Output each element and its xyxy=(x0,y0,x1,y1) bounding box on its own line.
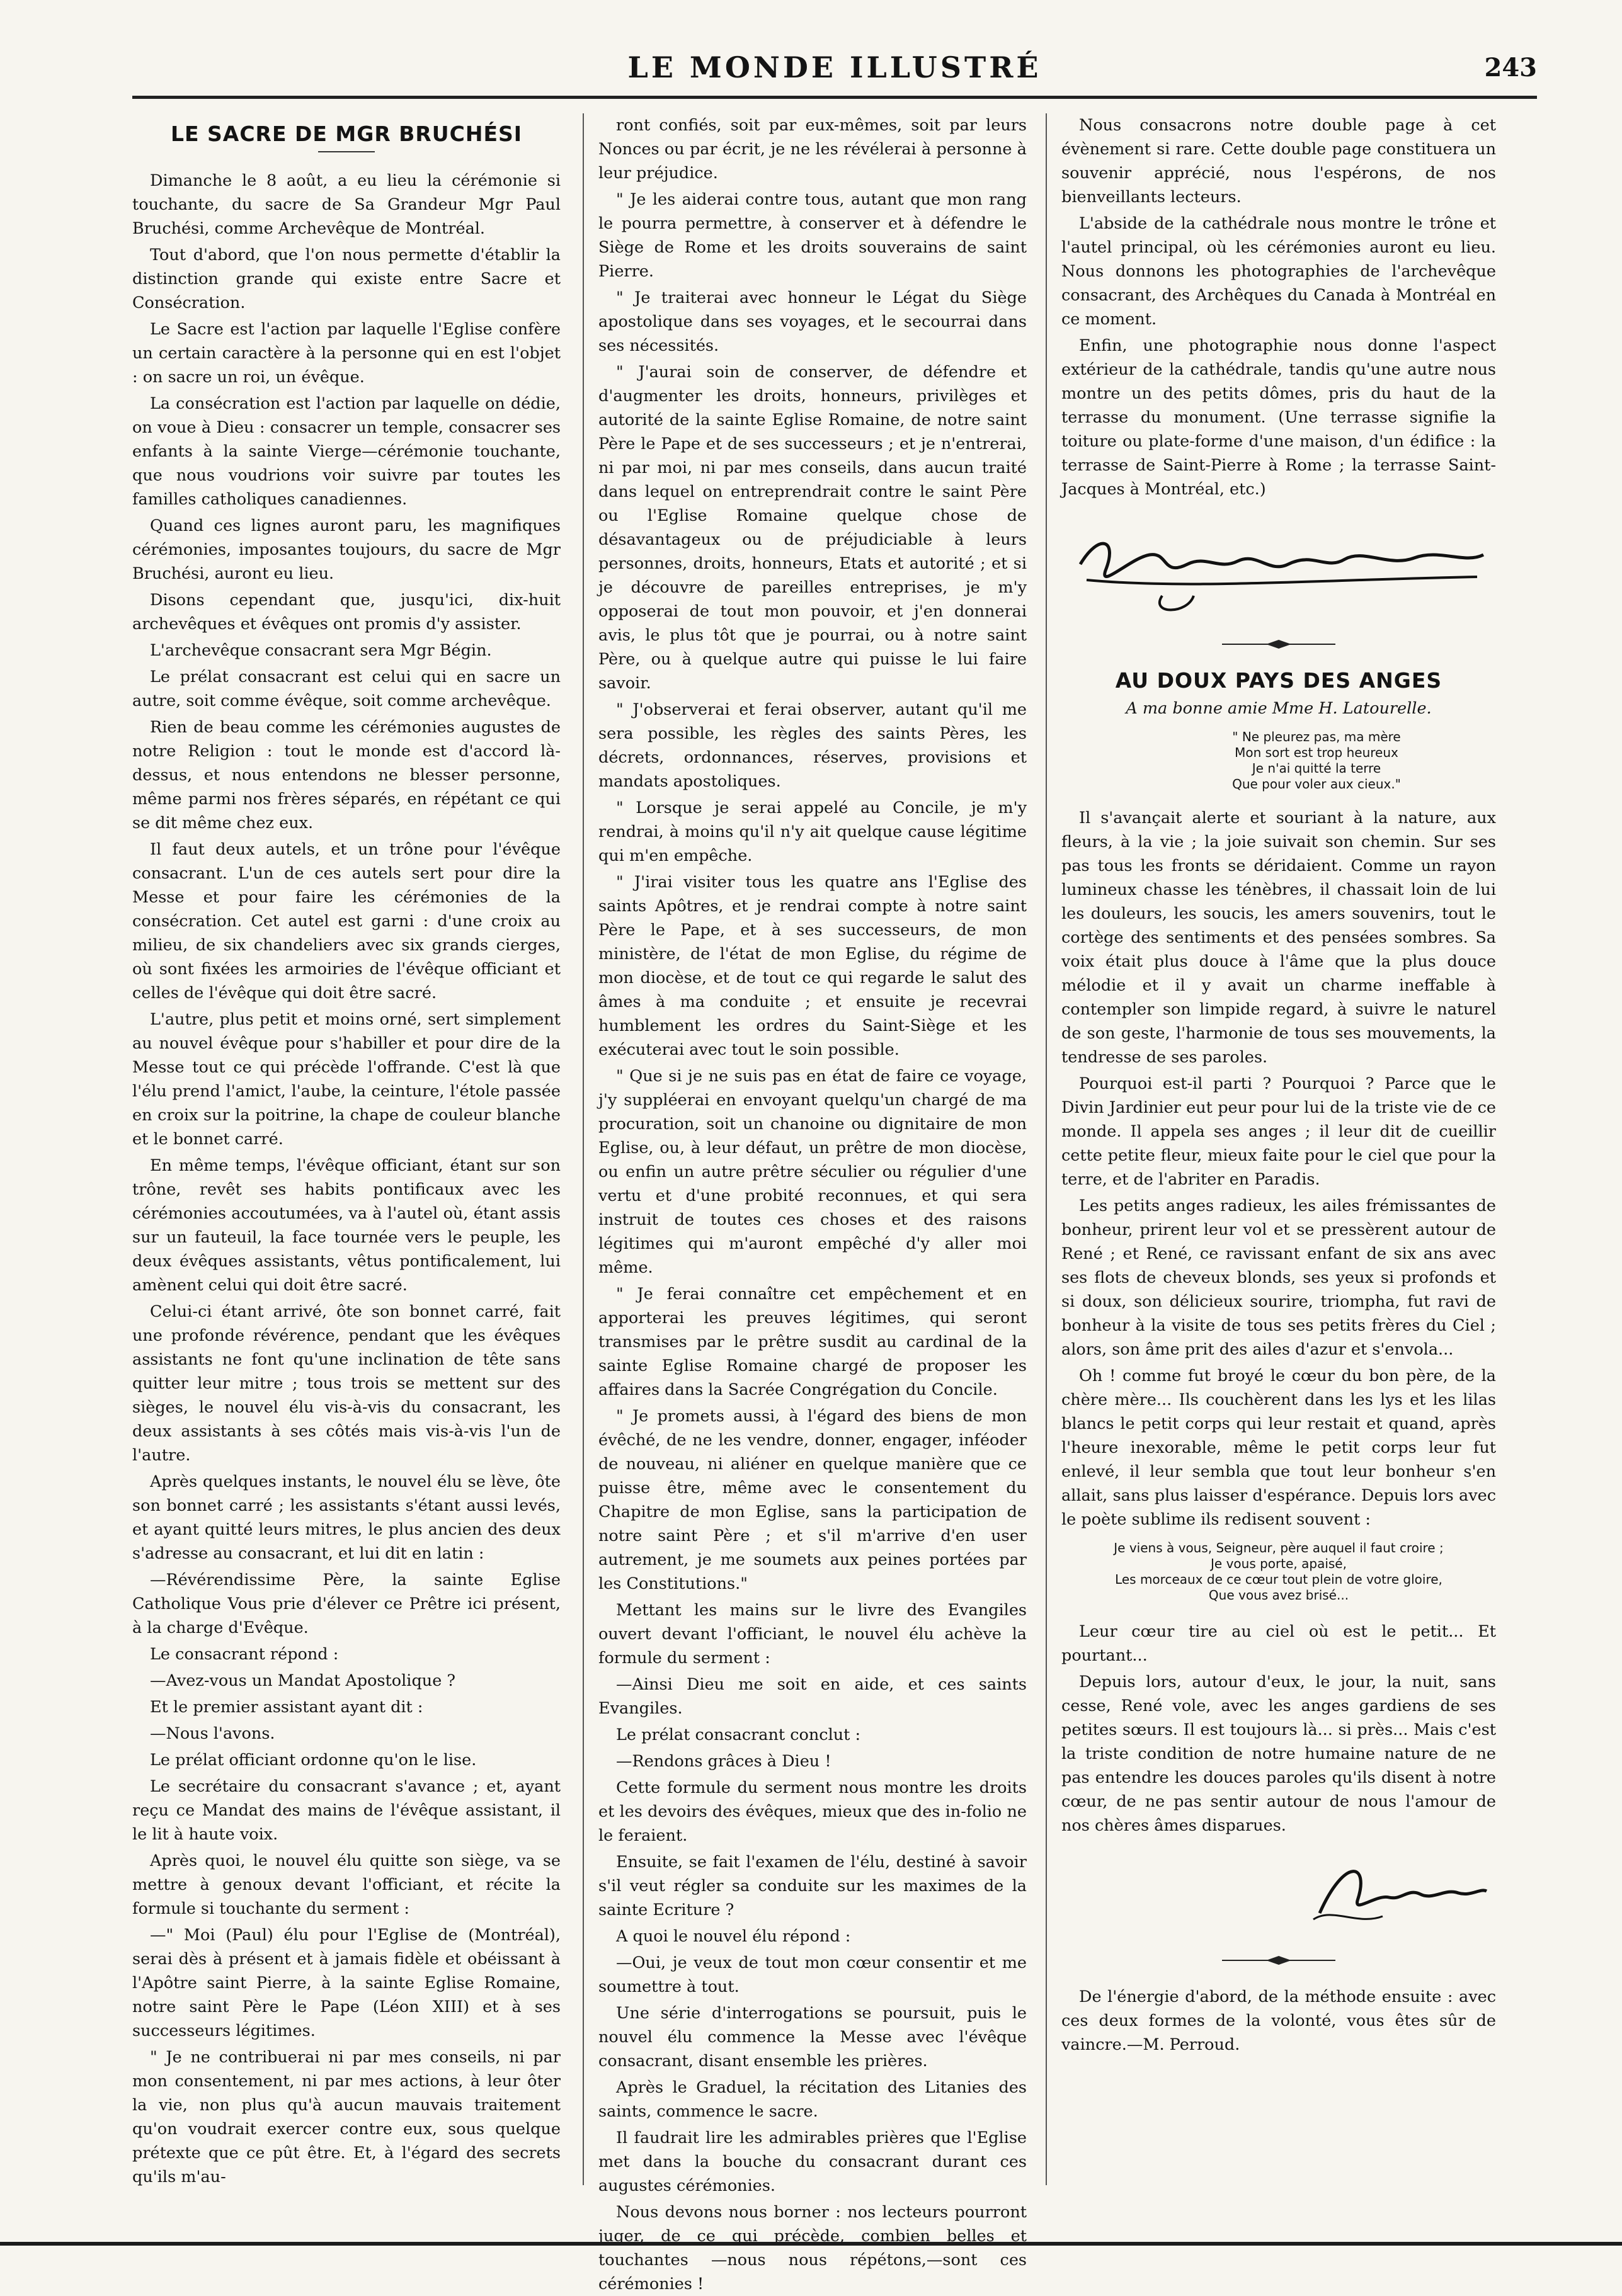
paragraph: Leur cœur tire au ciel où est le petit... Et pourtant... xyxy=(1061,1622,1496,1665)
paragraph: Nous consacrons notre double page à cet évènement si rare. Cette double page constituera un souvenir apprécié, nous l'espérons, de nos bienveillants lecteurs. xyxy=(1061,116,1496,207)
paragraph: Le consacrant répond : xyxy=(150,1645,339,1664)
signature-rodolphe xyxy=(1061,520,1496,621)
masthead-rule xyxy=(132,96,1537,99)
paragraph: " J'aurai soin de conserver, de défendre et d'augmenter les droits, honneurs, privilèges et autorité de la sainte Eglise Romaine, de notre saint Père le Pape et de ses successeurs ; et je n'entrerai, ni par moi, ni par mes conseils, dans aucun traité dans lequel on entreprendrait contre le saint Père ou l'Eglise Romaine quelque chose de désavantageux ou de préjudiciable à leurs personnes, droits, honneurs, Etats et autorité ; et si je découvre de pareilles entreprises, je m'y opposerai de tout mon pouvoir, et j'en donnerai avis, le plus tôt que je pourrai, ou à notre saint Père, ou à quelque autre qui puisse le lui faire savoir. xyxy=(598,363,1027,693)
paragraph: " Que si je ne suis pas en état de faire ce voyage, j'y suppléerai en envoyant quelqu'un chargé de ma procuration, soit un chanoine ou dignitaire de mon Eglise, ou, à leur défaut, un prêtre de mon diocèse, ou enfin un autre prêtre séculier ou régulier d'une vertu et d'une probité reconnues, et qui sera instruit de toutes ces choses et des raisons légitimes qui m'auront empêché d'y aller moi même. xyxy=(598,1067,1027,1277)
paragraph: Il faudrait lire les admirables prières que l'Eglise met dans la bouche du consacrant durant ces augustes cérémonies. xyxy=(598,2128,1027,2195)
masthead xyxy=(132,44,1537,101)
paragraph: " Je les aiderai contre tous, autant que mon rang le pourra permettre, à conserver et à défendre le Siège de Rome et les droits souverains de saint Pierre. xyxy=(598,190,1027,281)
paragraph: —Oui, je veux de tout mon cœur consentir et me soumettre à tout. xyxy=(598,1953,1027,1996)
epigraph xyxy=(1137,729,1496,792)
paragraph: L'autre, plus petit et moins orné, sert simplement au nouvel évêque pour s'habiller et pour dire de la Messe tout ce qui précède l'offrande. C'est là que l'élu prend l'amict, l'aube, la ceinture, l'étole passée en croix sur la poitrine, la chape de couleur blanche et le bonnet carré. xyxy=(132,1010,561,1149)
verse-line: Je vous porte, apaisé, xyxy=(1211,1556,1347,1571)
title-rule xyxy=(318,151,375,152)
signature-author xyxy=(1061,1844,1496,1938)
paragraph: —Nous l'avons. xyxy=(150,1724,275,1743)
paragraph: —" Moi (Paul) élu pour l'Eglise de (Montréal), serai dès à présent et à jamais fidèle et obéissant à l'Apôtre saint Pierre, à la sainte Eglise Romaine, notre saint Père le Pape (Léon XIII) et à ses successeurs légitimes. xyxy=(132,1926,561,2040)
paragraph: Les petits anges radieux, les ailes frémissantes de bonheur, prirent leur vol et se pressèrent autour de René ; et René, ce ravissant enfant de six ans avec ses flots de cheveux blonds, ses yeux si profonds et si doux, son délicieux sourire, triompha, fut ravi de bonheur à la visite de tous ses petits frères du Ciel ; alors, son âme prit des ailes d'azur et s'envola... xyxy=(1061,1196,1496,1359)
paragraph: Le prélat consacrant est celui qui en sacre un autre, soit comme évêque, soit comme archevêque. xyxy=(132,668,561,710)
paragraph: " Je ne contribuerai ni par mes conseils, ni par mon consentement, ni par mes actions, à leur ôter la vie, non plus qu'à aucun mauvais traitement qu'on voudrait exercer contre eux, sous quelque prétexte que ce pût être. Et, à l'égard des secrets qu'ils m'au- xyxy=(132,2048,561,2186)
paragraph: Celui-ci étant arrivé, ôte son bonnet carré, fait une profonde révérence, pendant que les évêques assistants ne font qu'une inclination de tête sans quitter leur mitre ; tous trois se mettent sur des sièges, le nouvel élu vis-à-vis du consacrant, les deux assistants à ses côtés mais vis-à-vis l'un de l'autre. xyxy=(132,1302,561,1465)
paragraph: " Je ferai connaître cet empêchement et en apporterai les preuves légitimes, qui seront transmises par le prêtre susdit au cardinal de la sainte Eglise Romaine chargé de proposer les affaires dans la Sacrée Congrégation du Concile. xyxy=(598,1285,1027,1399)
article-body-continued xyxy=(598,113,1027,2296)
paragraph: Ensuite, se fait l'examen de l'élu, destiné à savoir s'il veut régler sa conduite sur les maximes de la sainte Ecriture ? xyxy=(598,1853,1027,1919)
paragraph: Enfin, une photographie nous donne l'aspect extérieur de la cathédrale, tandis qu'une autre nous montre un des petits dômes, pris du haut de la terrasse du monument. (Une terrasse signifie la toiture ou plate-forme d'une maison, d'un édifice : la terrasse de Saint-Pierre à Rome ; la terrasse Saint-Jacques à Montréal, etc.) xyxy=(1061,336,1496,499)
paragraph: —Ainsi Dieu me soit en aide, et ces saints Evangiles. xyxy=(598,1675,1027,1718)
paragraph: " Lorsque je serai appelé au Concile, je m'y rendrai, à moins qu'il n'y ait quelque cause légitime qui m'en empêche. xyxy=(598,798,1027,865)
paragraph: —Rendons grâces à Dieu ! xyxy=(616,1752,831,1771)
closing-quote: De l'énergie d'abord, de la méthode ensuite : avec ces deux formes de la volonté, vous êtes sûr de vaincre.—M. Perroud. xyxy=(1061,1987,1496,2054)
paragraph: " J'observerai et ferai observer, autant qu'il me sera possible, les règles des saints Pères, les décrets, ordonnances, réserves, provisions et mandats apostoliques. xyxy=(598,700,1027,791)
story-body xyxy=(1061,806,1496,1532)
paragraph: A quoi le nouvel élu répond : xyxy=(616,1927,851,1946)
article-body xyxy=(132,169,561,2189)
paragraph: " Je traiterai avec honneur le Légat du Siège apostolique dans ses voyages, et le secourrai dans ses nécessités. xyxy=(598,288,1027,355)
paragraph: Rien de beau comme les cérémonies augustes de notre Religion : tout le monde est d'accord là-dessus, et nous entendons ne blesser personne, même parmi nos frères séparés, en répétant ce qui se dit même chez eux. xyxy=(132,718,561,833)
paragraph: Après le Graduel, la récitation des Litanies des saints, commence le sacre. xyxy=(598,2078,1027,2121)
article-body-end xyxy=(1061,113,1496,501)
article-title-sacre: LE SACRE DE MGR BRUCHÉSI xyxy=(170,122,523,146)
paragraph: En même temps, l'évêque officiant, étant sur son trône, revêt ses habits pontificaux avec les cérémonies accoutumées, va à l'autel où, étant assis sur un fauteuil, la face tournée vers le peuple, les deux évêques assistants, vêtus pontificalement, lui amènent celui qui doit être sacré. xyxy=(132,1156,561,1295)
paragraph: Cette formule du serment nous montre les droits et les devoirs des évêques, mieux que des in-folio ne le feraient. xyxy=(598,1778,1027,1845)
column-3 xyxy=(1061,113,1496,2185)
page-bottom-edge xyxy=(0,2242,1622,2246)
page-number: 243 xyxy=(1484,53,1537,82)
paragraph: Le secrétaire du consacrant s'avance ; et, ayant reçu ce Mandat des mains de l'évêque assistant, il le lit à haute voix. xyxy=(132,1777,561,1844)
paragraph: Le prélat consacrant conclut : xyxy=(616,1725,861,1744)
paragraph: Quand ces lignes auront paru, les magnifiques cérémonies, imposantes toujours, du sacre de Mgr Bruchési, auront eu lieu. xyxy=(132,516,561,583)
paragraph: Depuis lors, autour d'eux, le jour, la nuit, sans cesse, René vole, avec les anges gardiens de ses petites sœurs. Il est toujours là... si près... Mais c'est la triste condition de notre humaine nature de ne pas entendre les douces paroles qu'ils disent à notre cœur, de ne pas sentir autour de nous l'amour de nos chères âmes disparues. xyxy=(1061,1673,1496,1835)
paragraph: Oh ! comme fut broyé le cœur du bon père, de la chère mère... Ils couchèrent dans les lys et les lilas blancs le petit corps qui leur restait et quand, après l'heure inexorable, même le petit corps leur fut enlevé, il leur sembla que tout leur bonheur s'en allait, sans plus laisser d'espérance. Depuis lors avec le poète sublime ils redisent souvent : xyxy=(1061,1367,1496,1529)
epigraph-line: " Ne pleurez pas, ma mère xyxy=(1232,729,1401,744)
paragraph: Une série d'interrogations se poursuit, puis le nouvel élu commence la Messe avec l'évêque consacrant, disant ensemble les prières. xyxy=(598,2004,1027,2071)
paragraph: Pourquoi est-il parti ? Pourquoi ? Parce que le Divin Jardinier eut peur pour lui de la triste vie de ce monde. Il appela ses anges ; il leur dit de cueillir cette petite fleur, mieux faite pour le ciel que pour la terre, et de l'abriter en Paradis. xyxy=(1061,1074,1496,1189)
paragraph: Et le premier assistant ayant dit : xyxy=(150,1698,423,1717)
paragraph: Dimanche le 8 août, a eu lieu la cérémonie si touchante, du sacre de Sa Grandeur Mgr Paul Bruchési, comme Archevêque de Montréal. xyxy=(132,171,561,238)
article-title-anges: AU DOUX PAYS DES ANGES xyxy=(1115,668,1442,693)
column-divider xyxy=(583,113,584,2185)
paragraph: ront confiés, soit par eux-mêmes, soit par leurs Nonces ou par écrit, je ne les révélerai à personne à leur préjudice. xyxy=(598,116,1027,183)
paragraph: Après quelques instants, le nouvel élu se lève, ôte son bonnet carré ; les assistants s'étant aussi levés, et ayant quitté leurs mitres, le plus ancien des deux s'adresse au consacrant, et lui dit en latin : xyxy=(132,1472,561,1563)
epigraph-line: Que pour voler aux cieux." xyxy=(1232,776,1401,792)
dedication: A ma bonne amie Mme H. Latourelle. xyxy=(1126,699,1432,718)
verse-line: Les morceaux de ce cœur tout plein de votre gloire, xyxy=(1115,1572,1442,1587)
paragraph: Il faut deux autels, et un trône pour l'évêque consacrant. L'un de ces autels sert pour dire la Messe et pour faire les cérémonies de la consécration. Cet autel est garni : d'une croix au milieu, de six chandeliers avec six grands cierges, où sont fixées les armoiries de l'évêque officiant et celles de l'évêque qui doit être sacré. xyxy=(132,840,561,1003)
ornament-divider xyxy=(1061,634,1496,657)
paragraph: Tout d'abord, que l'on nous permette d'établir la distinction grande qui existe entre Sacre et Consécration. xyxy=(132,246,561,312)
verse-line: Que vous avez brisé... xyxy=(1208,1588,1349,1603)
paragraph: Après quoi, le nouvel élu quitte son siège, va se mettre à genoux devant l'officiant, et récite la formule si touchante du serment : xyxy=(132,1851,561,1918)
epigraph-line: Je n'ai quitté la terre xyxy=(1252,761,1381,776)
paragraph: " J'irai visiter tous les quatre ans l'Eglise des saints Apôtres, et je rendrai compte à notre saint Père le Pape, et à ses successeurs, de mon ministère, de l'état de mon Eglise, du régime de mon diocèse, et de tout ce qui regarde le salut des âmes à ma conduite ; et ensuite je recevrai humblement les ordres du Saint-Siège et les exécuterai avec tout le soin possible. xyxy=(598,873,1027,1059)
paragraph: " Je promets aussi, à l'égard des biens de mon évêché, de ne les vendre, donner, engager, inféoder de nouveau, ni aliéner en quelque manière que ce puisse être, même avec le consentement du Chapitre de mon Eglise, sans la participation de notre saint Père ; et s'il m'arrive d'en user autrement, je me soumets aux peines portées par les Constitutions." xyxy=(598,1407,1027,1593)
column-1 xyxy=(132,113,561,2185)
poem-quote xyxy=(1061,1540,1496,1603)
paragraph: L'archevêque consacrant sera Mgr Bégin. xyxy=(150,641,492,660)
ornament-divider-2 xyxy=(1061,1950,1496,1974)
paragraph: L'abside de la cathédrale nous montre le trône et l'autel principal, où les cérémonies auront eu lieu. Nous donnons les photographies de l'archevêque consacrant, des Archêques du Canada à Montréal en ce moment. xyxy=(1061,214,1496,329)
paragraph: Le prélat officiant ordonne qu'on le lise. xyxy=(150,1751,477,1770)
verse-line: Je viens à vous, Seigneur, père auquel il faut croire ; xyxy=(1114,1540,1444,1555)
paragraph: —Révérendissime Père, la sainte Eglise Catholique Vous prie d'élever ce Prêtre ici présent, à la charge d'Evêque. xyxy=(132,1571,561,1637)
paragraph: Disons cependant que, jusqu'ici, dix-huit archevêques et évêques ont promis d'y assister. xyxy=(132,591,561,634)
newspaper-title: LE MONDE ILLUSTRÉ xyxy=(627,50,1042,84)
epigraph-line: Mon sort est trop heureux xyxy=(1235,745,1398,760)
paragraph: La consécration est l'action par laquelle on dédie, on voue à Dieu : consacrer un temple, consacrer ses enfants à la sainte Vierge—cérémonie touchante, que nous voudrions voir suivre par toutes les familles catholiques canadiennes. xyxy=(132,394,561,509)
column-divider xyxy=(1046,113,1047,2185)
column-2 xyxy=(598,113,1027,2293)
paragraph: Mettant les mains sur le livre des Evangiles ouvert devant l'officiant, le nouvel élu achève la formule du serment : xyxy=(598,1601,1027,1668)
paragraph: Nous devons nous borner : nos lecteurs pourront juger, de ce qui précède, combien belles et touchantes —nous nous répétons,—sont ces cérémonies ! xyxy=(598,2203,1027,2293)
paragraph: Il s'avançait alerte et souriant à la nature, aux fleurs, à la vie ; la joie suivait son chemin. Sur ses pas tous les fronts se déridaient. Comme un rayon lumineux chasse les ténèbres, il chassait loin de lui les douleurs, les soucis, les amers souvenirs, tout le cortège des sentiments et des pensées sombres. Sa voix était plus douce à l'âme que la plus douce mélodie et il y avait un charme ineffable à contempler son limpide regard, à suivre le naturel de son geste, l'harmonie de tous ses mouvements, la tendresse de ses paroles. xyxy=(1061,809,1496,1067)
story-body-end xyxy=(1061,1620,1496,1838)
paragraph: —Avez-vous un Mandat Apostolique ? xyxy=(150,1671,456,1690)
paragraph: Le Sacre est l'action par laquelle l'Eglise confère un certain caractère à la personne qui en est l'objet : on sacre un roi, un évêque. xyxy=(132,320,561,387)
